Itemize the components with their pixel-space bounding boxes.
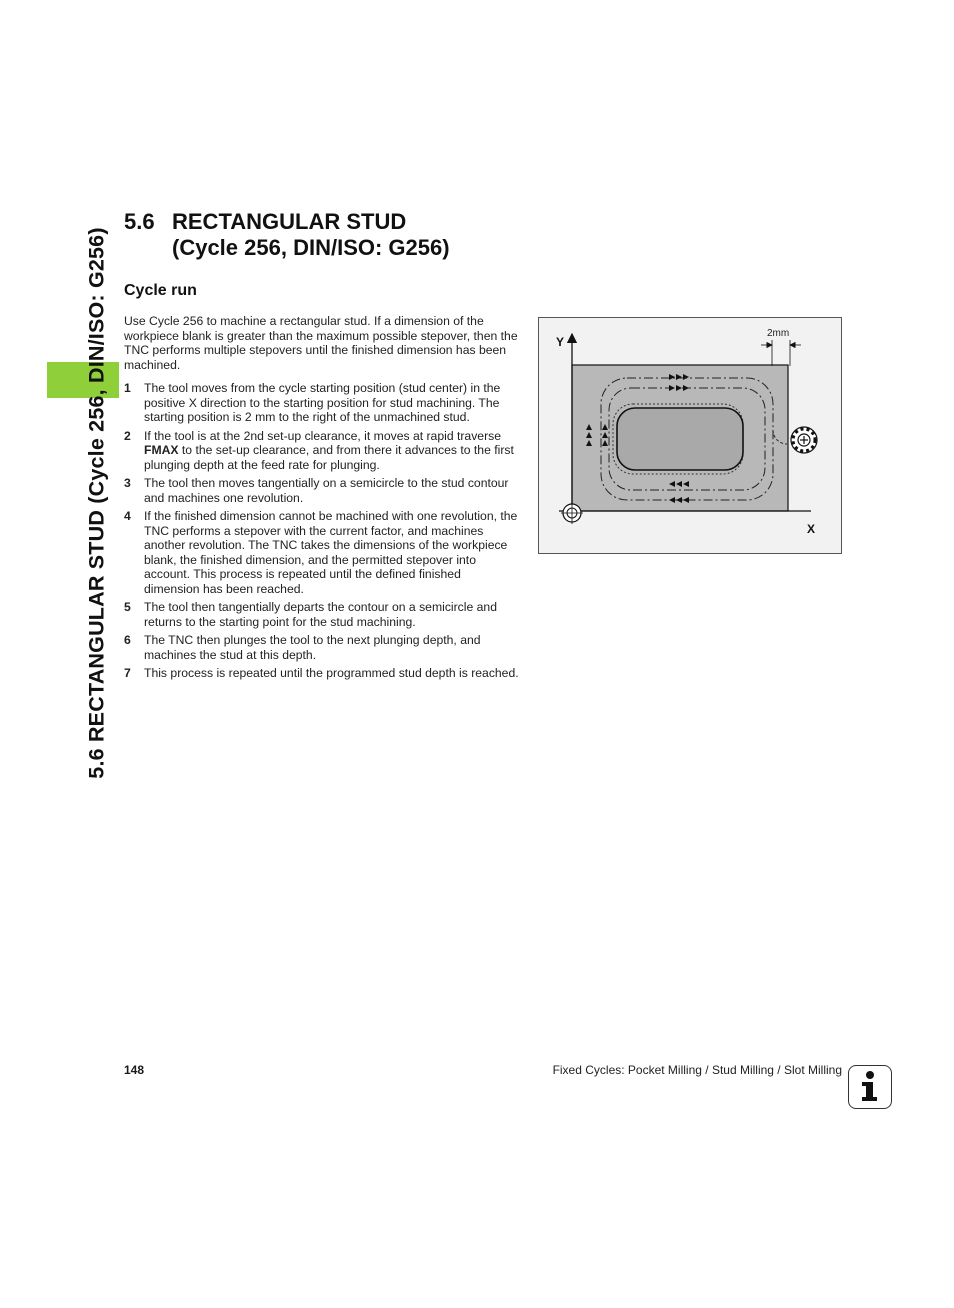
step-text: The tool moves from the cycle starting position (stud center) in the positive X direction to the starting position for stud machining. The starting position is 2 mm to the right of the unmachined stud.: [144, 381, 501, 424]
step-number: 2: [124, 428, 131, 443]
milling-tool: [791, 427, 817, 453]
page-number: 148: [124, 1063, 145, 1077]
step-text: The tool then tangentially departs the contour on a semicircle and returns to the starting point for the stud machining.: [144, 600, 497, 629]
step-number: 3: [124, 476, 131, 490]
section-number: 5.6: [124, 209, 155, 234]
intro-paragraph: Use Cycle 256 to machine a rectangular stud. If a dimension of the workpiece blank is greater than the maximum possible stepover, then the TNC performs multiple stepovers until the finished dimension has been machined.: [124, 314, 518, 372]
step-number: 5: [124, 600, 131, 614]
step-number: 4: [124, 509, 131, 523]
steps-list: [124, 381, 519, 681]
step-number: 6: [124, 633, 131, 647]
step-item: [124, 429, 519, 473]
section-title-line2: (Cycle 256, DIN/ISO: G256): [172, 235, 450, 260]
section-title-line1: RECTANGULAR STUD: [172, 209, 407, 234]
side-running-title-text: 5.6 RECTANGULAR STUD (Cycle 256, DIN/ISO: G256): [84, 226, 109, 779]
section-heading: [124, 209, 450, 261]
step-text: The tool then moves tangentially on a semicircle to the stud contour and machines one revolution.: [144, 476, 509, 505]
dimension-2mm: [761, 340, 801, 366]
step-text-part: If the tool is at the 2nd set-up clearance, it moves at rapid traverse: [144, 428, 502, 443]
body-text: [124, 314, 519, 685]
step-text: The TNC then plunges the tool to the next plunging depth, and machines the stud at this depth.: [144, 633, 481, 662]
info-icon: [848, 1065, 892, 1109]
step-item: [124, 600, 519, 629]
step-item: [124, 509, 519, 596]
stud-diagram-svg: [539, 318, 841, 553]
step-item: [124, 633, 519, 662]
step-text: If the finished dimension cannot be machined with one revolution, the TNC performs a stepover with the current factor, and machines another revolution. The TNC takes the dimensions of the workpiece blank, the finished dimension, and the permitted stepover into account. This process is repeated until the defined finished dimension has been reached.: [144, 509, 518, 596]
step-text: [144, 429, 519, 473]
side-running-title: [72, 215, 122, 790]
x-axis-label: X: [807, 522, 816, 536]
step-text: This process is repeated until the programmed stud depth is reached.: [144, 666, 519, 680]
step-text-part: to the set-up clearance, and from there it advances to the first plunging depth at the feed rate for plunging.: [144, 443, 514, 472]
step-item: [124, 476, 519, 505]
footer-chapter-title: Fixed Cycles: Pocket Milling / Stud Milling / Slot Milling: [552, 1063, 842, 1077]
stud-machining-figure: [538, 317, 842, 554]
stud-shape: [617, 408, 743, 470]
y-axis-label: Y: [556, 335, 565, 349]
subheading-cycle-run: Cycle run: [124, 282, 197, 299]
step-item: [124, 381, 519, 425]
step-item: [124, 666, 519, 681]
fmax-keyword: FMAX: [144, 443, 179, 457]
step-number: 1: [124, 381, 131, 395]
step-number: 7: [124, 666, 131, 680]
dimension-label: 2mm: [767, 328, 790, 339]
